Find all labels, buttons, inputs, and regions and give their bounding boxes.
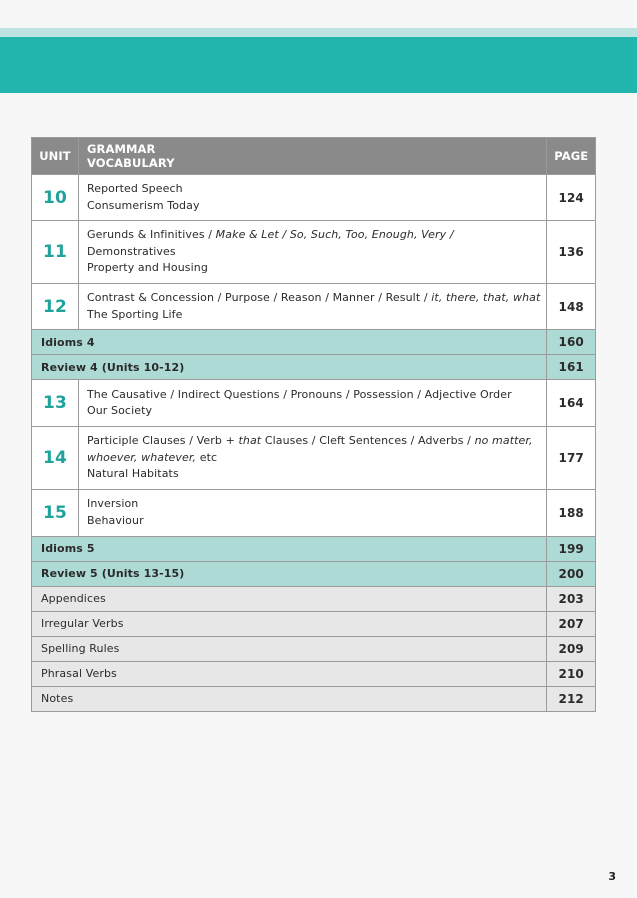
header-grammar-vocabulary <box>78 138 546 175</box>
spelling-rules-page: 209 <box>547 636 596 661</box>
unit-topics <box>78 489 546 536</box>
grammar-topic-italic: Make & Let / So, Such, Too, Enough, Very / <box>215 228 454 242</box>
grammar-topic-italic: no matter, <box>474 434 533 447</box>
contents-table <box>31 137 596 712</box>
unit-row-15 <box>32 489 596 536</box>
grammar-topic-regular: Clauses / Cleft Sentences / Adverbs / <box>261 434 475 447</box>
review-4-label: Review 4 (Units 10-12) <box>32 355 547 380</box>
header-grammar: GRAMMAR <box>86 142 156 156</box>
unit-number: 11 <box>32 221 79 284</box>
unit-number: 15 <box>32 489 79 536</box>
irregular-verbs-label: Irregular Verbs <box>32 611 547 636</box>
grammar-topic-continued <box>87 450 540 467</box>
irregular-verbs-row <box>32 611 596 636</box>
idioms-4-row <box>32 330 596 355</box>
unit-topics <box>78 427 546 490</box>
grammar-topic-regular: Contrast & Concession / Purpose / Reason / Manner / Result / <box>86 291 432 304</box>
unit-topics <box>78 380 546 427</box>
phrasal-verbs-row <box>32 661 596 686</box>
vocabulary-topic: The Sporting Life <box>86 307 183 321</box>
vocabulary-topic: Property and Housing <box>86 261 208 275</box>
review-5-page: 200 <box>547 561 596 586</box>
appendices-row <box>32 586 596 611</box>
idioms-5-page: 199 <box>547 536 596 561</box>
notes-label: Notes <box>32 686 547 711</box>
unit-number: 10 <box>32 175 79 221</box>
unit-row-10 <box>32 175 596 221</box>
unit-page: 124 <box>547 175 596 221</box>
notes-page: 212 <box>547 686 596 711</box>
unit-row-13 <box>32 380 596 427</box>
phrasal-verbs-label: Phrasal Verbs <box>32 661 547 686</box>
idioms-4-label: Idioms 4 <box>32 330 547 355</box>
vocabulary-topic: Our Society <box>86 404 153 417</box>
grammar-topic: Reported Speech <box>86 182 183 195</box>
table-header-row <box>32 138 596 175</box>
grammar-topic-continued: Demonstratives <box>86 244 176 258</box>
vocabulary-topic: Behaviour <box>86 513 144 527</box>
appendices-page: 203 <box>547 586 596 611</box>
grammar-topic <box>87 227 540 244</box>
unit-page: 136 <box>547 221 596 284</box>
unit-topics <box>78 221 546 284</box>
unit-topics <box>78 284 546 330</box>
header-unit: UNIT <box>32 138 79 175</box>
grammar-topic-italic: it, there, that, what <box>431 291 541 304</box>
grammar-topic <box>87 290 540 307</box>
grammar-topic: The Causative / Indirect Questions / Pronouns / Possession / Adjective Order <box>86 387 512 401</box>
phrasal-verbs-page: 210 <box>547 661 596 686</box>
unit-number: 12 <box>32 284 79 330</box>
appendices-label: Appendices <box>32 586 547 611</box>
review-4-row <box>32 355 596 380</box>
unit-page: 148 <box>547 284 596 330</box>
irregular-verbs-page: 207 <box>547 611 596 636</box>
unit-number: 13 <box>32 380 79 427</box>
unit-row-14 <box>32 427 596 490</box>
spelling-rules-label: Spelling Rules <box>32 636 547 661</box>
idioms-5-label: Idioms 5 <box>32 536 547 561</box>
header-page: PAGE <box>547 138 596 175</box>
review-5-row <box>32 561 596 586</box>
grammar-topic-italic: that <box>238 434 262 447</box>
grammar-topic <box>87 433 540 450</box>
unit-topics <box>78 175 546 221</box>
grammar-topic-regular: Participle Clauses / Verb + <box>86 434 239 447</box>
unit-page: 164 <box>547 380 596 427</box>
idioms-5-row <box>32 536 596 561</box>
grammar-topic-regular: etc <box>196 450 218 464</box>
grammar-topic-italic: whoever, whatever, <box>86 450 197 464</box>
spelling-rules-row <box>32 636 596 661</box>
notes-row <box>32 686 596 711</box>
review-4-page: 161 <box>547 355 596 380</box>
page-number: 3 <box>608 870 616 883</box>
unit-row-12 <box>32 284 596 330</box>
vocabulary-topic: Natural Habitats <box>86 467 179 480</box>
top-light-strip <box>0 28 637 37</box>
unit-row-11 <box>32 221 596 284</box>
header-vocabulary: VOCABULARY <box>86 156 175 170</box>
vocabulary-topic: Consumerism Today <box>86 198 200 212</box>
review-5-label: Review 5 (Units 13-15) <box>32 561 547 586</box>
unit-page: 188 <box>547 489 596 536</box>
unit-page: 177 <box>547 427 596 490</box>
grammar-topic: Inversion <box>86 497 139 510</box>
grammar-topic-regular: Gerunds & Infinitives / <box>86 228 216 242</box>
idioms-4-page: 160 <box>547 330 596 355</box>
top-teal-band <box>0 37 637 93</box>
unit-number: 14 <box>32 427 79 490</box>
